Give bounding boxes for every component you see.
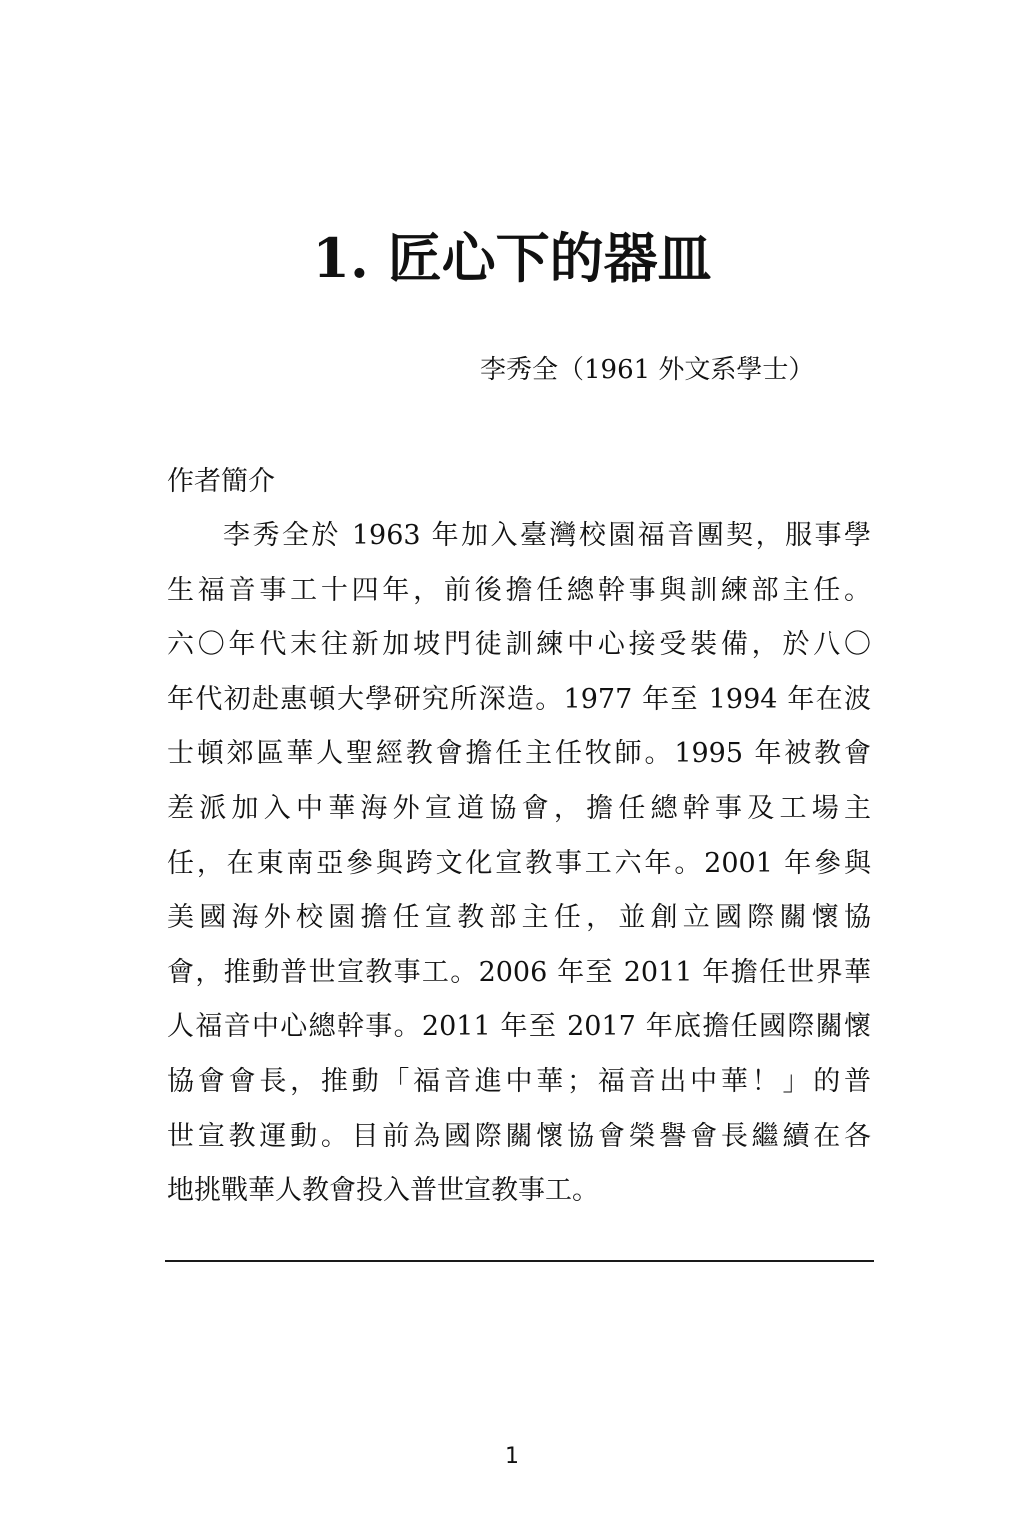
bio-line: 生福音事工十四年，前後擔任總幹事與訓練部主任。 [167,574,871,606]
section-heading-author-intro: 作者簡介 [167,466,275,497]
bio-line: 差派加入中華海外宣道協會，擔任總幹事及工場主 [167,792,871,824]
bio-line: 人福音中心總幹事。2011 年至 2017 年底擔任國際關懷 [167,1011,871,1043]
author-byline: 李秀全（1961 外文系學士） [480,355,815,385]
bio-line: 六〇年代末往新加坡門徒訓練中心接受裝備，於八〇 [167,629,871,661]
bio-line: 世宣教運動。目前為國際關懷協會榮譽會長繼續在各 [167,1120,871,1152]
page-number: 1 [505,1444,519,1469]
author-biography [167,509,871,1219]
bio-line: 美國海外校園擔任宣教部主任，並創立國際關懷協 [167,902,871,934]
bio-line: 士頓郊區華人聖經教會擔任主任牧師。1995 年被教會 [167,738,871,770]
bio-line: 任，在東南亞參與跨文化宣教事工六年。2001 年參與 [167,847,871,879]
bio-line: 年代初赴惠頓大學研究所深造。1977 年至 1994 年在波 [167,683,871,715]
bio-line: 協會會長，推動「福音進中華；福音出中華！」的普 [167,1065,871,1097]
footnote-divider [165,1260,874,1262]
bio-line: 李秀全於 1963 年加入臺灣校園福音團契，服事學 [223,520,871,551]
bio-line: 會，推動普世宣教事工。2006 年至 2011 年擔任世界華 [167,956,871,988]
page-title: 1. 匠心下的器皿 [312,226,712,290]
bio-line: 地挑戰華人教會投入普世宣教事工。 [167,1175,599,1207]
